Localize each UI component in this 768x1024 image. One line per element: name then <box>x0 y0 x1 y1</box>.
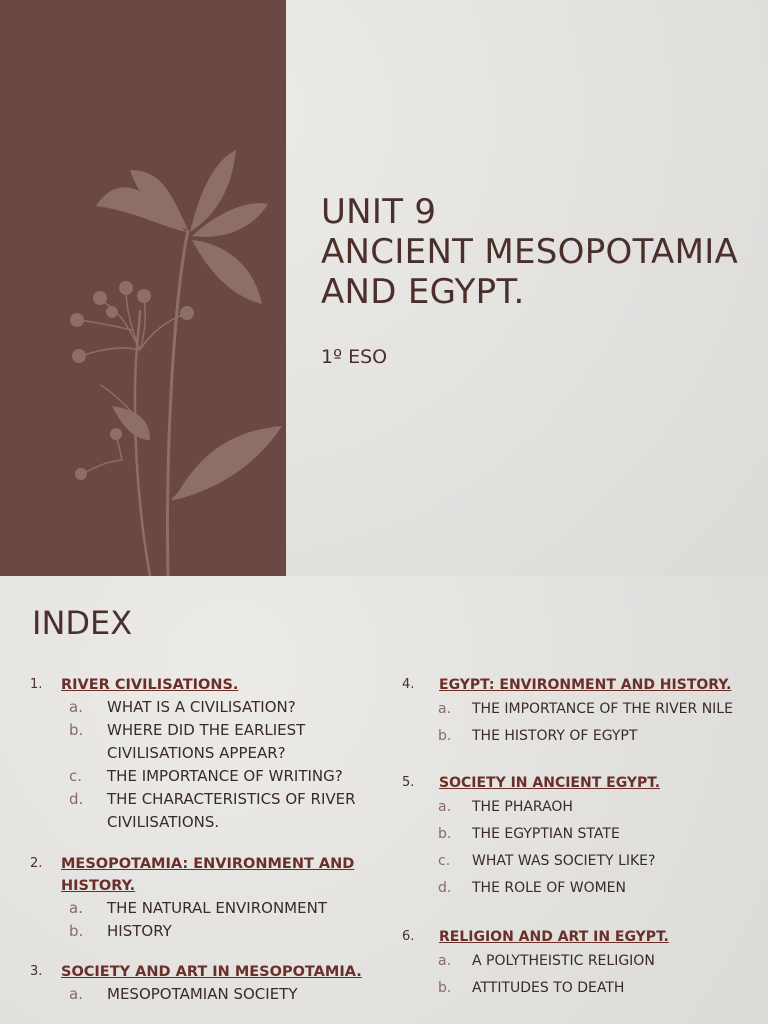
subsection-letter: a. <box>69 698 83 716</box>
section-title-link[interactable]: SOCIETY AND ART IN MESOPOTAMIA. <box>61 964 362 980</box>
section-heading <box>402 674 762 696</box>
subsection-item <box>402 696 762 723</box>
section-number: 2. <box>30 856 43 871</box>
index-column-right <box>402 674 762 1002</box>
subsection-letter: a. <box>69 899 83 917</box>
subsection-letter: b. <box>438 826 452 842</box>
section-number: 3. <box>30 964 43 979</box>
section-heading <box>402 926 762 948</box>
section-number: 1. <box>30 677 43 692</box>
subsection-text: THE ROLE OF WOMEN <box>472 880 626 896</box>
subsection-letter: a. <box>438 953 452 969</box>
index-section <box>30 853 390 943</box>
index-column-left <box>30 674 390 1006</box>
section-number: 4. <box>402 677 415 692</box>
plant-illustration <box>0 0 286 576</box>
section-number: 6. <box>402 929 415 944</box>
subsection-letter: a. <box>69 985 83 1003</box>
subsection-letter: d. <box>438 880 452 896</box>
subsection-item <box>30 983 390 1006</box>
subsection-letter: b. <box>438 728 452 744</box>
subsection-item <box>30 696 390 719</box>
cover-subtitle: 1º ESO <box>321 346 388 368</box>
subsection-item <box>402 794 762 821</box>
subsection-text: MESOPOTAMIAN SOCIETY <box>107 985 298 1003</box>
subsection-letter: b. <box>69 922 84 940</box>
subsection-text: THE IMPORTANCE OF THE RIVER NILE <box>472 701 733 717</box>
subsection-item <box>402 875 762 902</box>
subsection-item <box>402 723 762 750</box>
index-section <box>402 772 762 902</box>
subsection-letter: b. <box>438 980 452 996</box>
subsection-item <box>30 765 390 788</box>
index-section <box>30 961 390 1006</box>
section-title-link[interactable]: RIVER CIVILISATIONS. <box>61 677 239 693</box>
index-section <box>402 926 762 1002</box>
title-line-1: UNIT 9 <box>321 192 437 232</box>
subsection-item <box>402 848 762 875</box>
subsection-text: WHERE DID THE EARLIEST CIVILISATIONS APPEAR? <box>107 721 306 762</box>
section-title-link[interactable]: SOCIETY IN ANCIENT EGYPT. <box>439 775 661 791</box>
subsection-letter: c. <box>438 853 451 869</box>
index-title: INDEX <box>32 604 133 642</box>
cover-title <box>321 192 738 312</box>
subsection-letter: a. <box>438 701 452 717</box>
title-line-3: AND EGYPT. <box>321 272 525 312</box>
subsection-text: WHAT IS A CIVILISATION? <box>107 698 296 716</box>
subsection-text: THE HISTORY OF EGYPT <box>472 728 638 744</box>
subsection-text: THE IMPORTANCE OF WRITING? <box>107 767 343 785</box>
index-slide <box>0 576 768 1024</box>
subsection-item <box>30 788 390 834</box>
section-heading <box>402 772 762 794</box>
subsection-item <box>402 975 762 1002</box>
subsection-text: THE CHARACTERISTICS OF RIVER CIVILISATIONS. <box>107 790 356 831</box>
subsection-text: HISTORY <box>107 922 172 940</box>
section-title-link[interactable]: MESOPOTAMIA: ENVIRONMENT AND HISTORY. <box>61 856 355 894</box>
section-heading <box>30 961 390 983</box>
section-title-link[interactable]: RELIGION AND ART IN EGYPT. <box>439 929 669 945</box>
subsection-letter: d. <box>69 790 84 808</box>
subsection-text: A POLYTHEISTIC RELIGION <box>472 953 655 969</box>
section-heading <box>30 674 390 696</box>
subsection-item <box>30 719 390 765</box>
subsection-text: THE NATURAL ENVIRONMENT <box>107 899 327 917</box>
index-section <box>402 674 762 750</box>
index-section <box>30 674 390 834</box>
subsection-text: WHAT WAS SOCIETY LIKE? <box>472 853 656 869</box>
subsection-item <box>30 897 390 920</box>
subsection-text: THE PHARAOH <box>472 799 573 815</box>
subsection-item <box>402 948 762 975</box>
title-line-2: ANCIENT MESOPOTAMIA <box>321 232 739 272</box>
subsection-letter: a. <box>438 799 452 815</box>
subsection-text: THE EGYPTIAN STATE <box>472 826 620 842</box>
section-heading <box>30 853 390 897</box>
subsection-text: ATTITUDES TO DEATH <box>472 980 625 996</box>
subsection-letter: b. <box>69 721 84 739</box>
subsection-item <box>30 920 390 943</box>
decorative-panel <box>0 0 286 576</box>
subsection-letter: c. <box>69 767 83 785</box>
section-number: 5. <box>402 775 415 790</box>
section-title-link[interactable]: EGYPT: ENVIRONMENT AND HISTORY. <box>439 677 732 693</box>
subsection-item <box>402 821 762 848</box>
